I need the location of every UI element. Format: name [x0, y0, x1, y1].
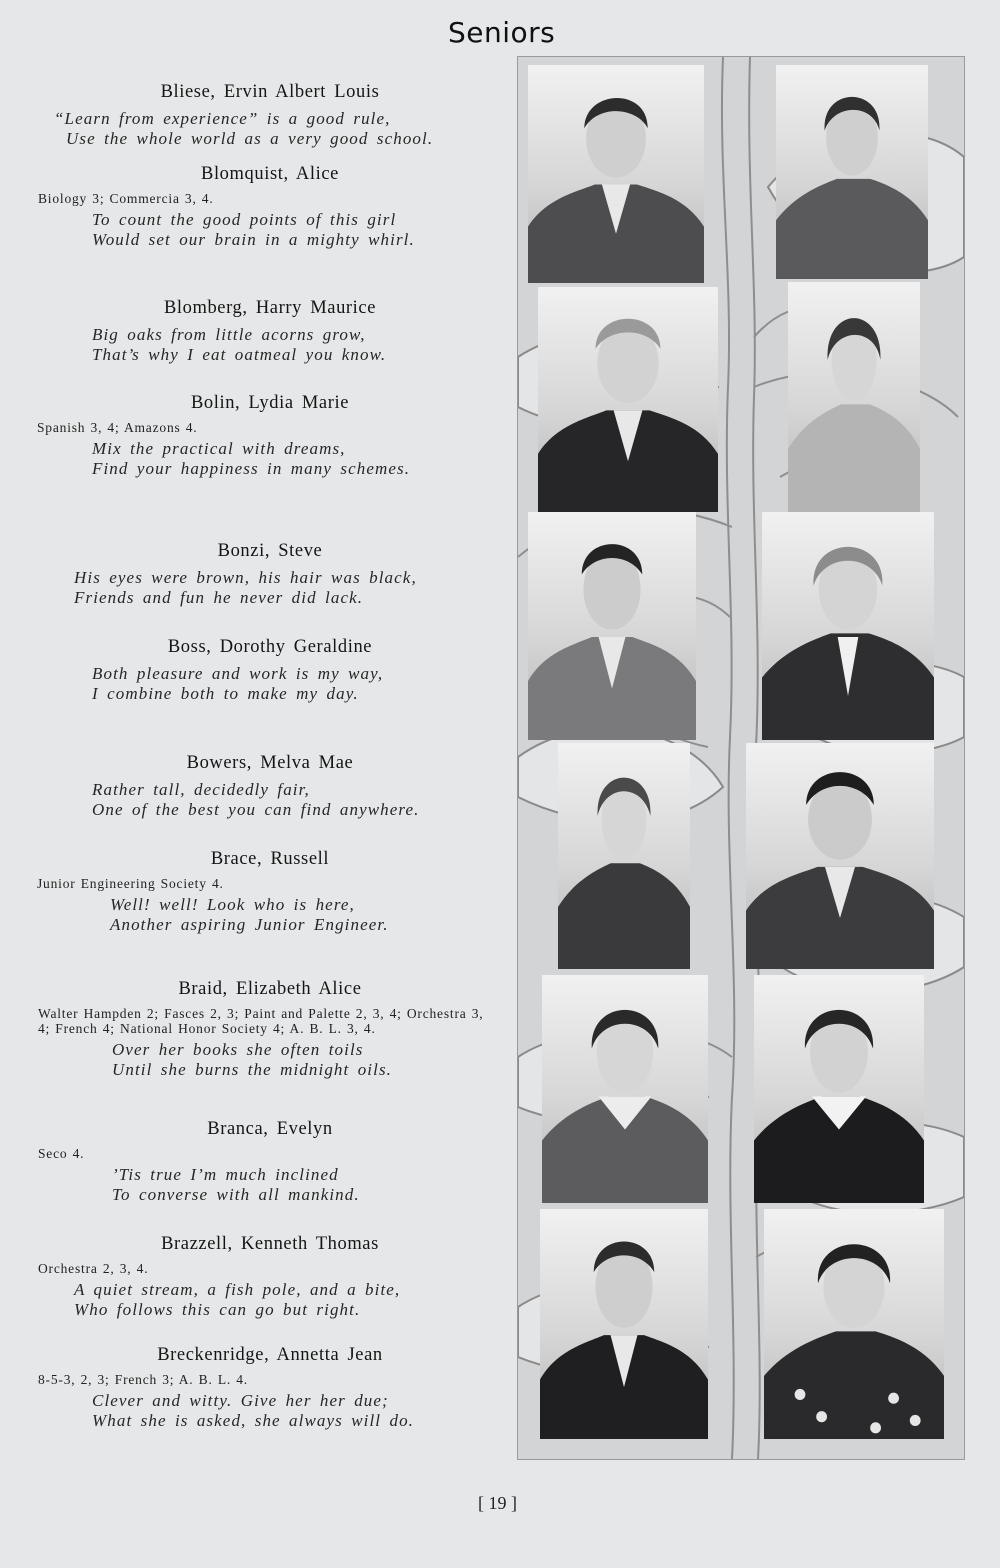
senior-entry: [30, 164, 510, 250]
senior-activities: Seco 4.: [38, 1146, 85, 1161]
portrait-photo: [788, 282, 920, 512]
portrait-photo: [558, 743, 690, 969]
verse-line: Both pleasure and work is my way,: [92, 664, 384, 683]
senior-activities: Spanish 3, 4; Amazons 4.: [37, 420, 198, 435]
verse-line: One of the best you can find anywhere.: [92, 800, 420, 819]
verse-line: Until she burns the midnight oils.: [112, 1060, 393, 1079]
portrait-photo: [764, 1209, 944, 1439]
verse-line: Well! well! Look who is here,: [110, 895, 355, 914]
senior-entry: [30, 979, 510, 1080]
senior-verse: [30, 210, 510, 250]
senior-entry: [30, 393, 510, 479]
verse-line: Mix the practical with dreams,: [92, 439, 346, 458]
portrait-photo: [540, 1209, 708, 1439]
portrait-photo: [528, 65, 704, 283]
verse-line: Friends and fun he never did lack.: [74, 588, 364, 607]
senior-activities: Biology 3; Commercia 3, 4.: [38, 191, 214, 206]
verse-line: ’Tis true I’m much inclined: [112, 1165, 339, 1184]
senior-entry: [30, 541, 510, 608]
senior-activities: Junior Engineering Society 4.: [37, 876, 224, 891]
verse-line: Who follows this can go but right.: [74, 1300, 361, 1319]
senior-name: Boss, Dorothy Geraldine: [167, 637, 373, 657]
verse-line: Rather tall, decidedly fair,: [92, 780, 310, 799]
senior-name: Bowers, Melva Mae: [186, 753, 354, 773]
senior-verse: [30, 1391, 510, 1431]
verse-line: Would set our brain in a mighty whirl.: [92, 230, 415, 249]
senior-activities: 8-5-3, 2, 3; French 3; A. B. L. 4.: [38, 1372, 248, 1387]
verse-line: To count the good points of this girl: [92, 210, 397, 229]
senior-verse: [30, 109, 510, 149]
senior-name: Breckenridge, Annetta Jean: [157, 1345, 383, 1365]
senior-verse: [30, 1165, 510, 1205]
verse-line: Clever and witty. Give her her due;: [92, 1391, 389, 1410]
verse-line: Big oaks from little acorns grow,: [92, 325, 366, 344]
senior-activities: Walter Hampden 2; Fasces 2, 3; Paint and Palette 2, 3, 4; Orchestra 3, 4; French 4; National Honor Society 4; A. B. L. 3, 4.: [38, 1006, 484, 1036]
senior-name: Branca, Evelyn: [207, 1119, 333, 1139]
portrait-photo: [746, 743, 934, 969]
verse-line: That’s why I eat oatmeal you know.: [92, 345, 387, 364]
senior-name: Brazzell, Kenneth Thomas: [161, 1234, 379, 1254]
senior-name: Bliese, Ervin Albert Louis: [160, 82, 380, 102]
senior-verse: [30, 664, 510, 704]
senior-entry: [30, 849, 510, 935]
senior-entry: [30, 753, 510, 820]
senior-verse: [30, 1040, 510, 1080]
senior-entry: [30, 1345, 510, 1431]
senior-verse: [30, 780, 510, 820]
senior-name: Bonzi, Steve: [217, 541, 323, 561]
senior-name: Blomquist, Alice: [201, 164, 339, 184]
verse-line: What she is asked, she always will do.: [92, 1411, 415, 1430]
verse-line: Over her books she often toils: [112, 1040, 364, 1059]
portrait-photo: [538, 287, 718, 512]
portrait-photo: [754, 975, 924, 1203]
senior-verse: [30, 325, 510, 365]
portrait-panel: [517, 56, 965, 1460]
senior-name: Blomberg, Harry Maurice: [163, 298, 377, 318]
senior-entry: [30, 637, 510, 704]
senior-verse: [30, 1280, 510, 1320]
senior-entry: [30, 1234, 510, 1320]
portrait-photo: [762, 512, 934, 740]
verse-line: Another aspiring Junior Engineer.: [110, 915, 389, 934]
senior-name: Brace, Russell: [210, 849, 330, 869]
page-title: Seniors: [448, 16, 556, 49]
verse-line: Find your happiness in many schemes.: [92, 459, 411, 478]
senior-name: Bolin, Lydia Marie: [190, 393, 350, 413]
verse-line: His eyes were brown, his hair was black,: [74, 568, 417, 587]
senior-name: Braid, Elizabeth Alice: [178, 979, 362, 999]
verse-line: “Learn from experience” is a good rule,: [54, 109, 391, 128]
verse-line: I combine both to make my day.: [92, 684, 359, 703]
page-number: [ 19 ]: [478, 1493, 517, 1513]
senior-entry: [30, 1119, 510, 1205]
portrait-photo: [542, 975, 708, 1203]
senior-entry: [30, 82, 510, 149]
verse-line: A quiet stream, a fish pole, and a bite,: [74, 1280, 401, 1299]
senior-activities: Orchestra 2, 3, 4.: [38, 1261, 149, 1276]
verse-line: Use the whole world as a very good school.: [66, 129, 434, 148]
senior-verse: [30, 568, 510, 608]
senior-verse: [30, 439, 510, 479]
portrait-photo: [776, 65, 928, 279]
portrait-photo: [528, 512, 696, 740]
verse-line: To converse with all mankind.: [112, 1185, 360, 1204]
senior-entry: [30, 298, 510, 365]
senior-verse: [30, 895, 510, 935]
